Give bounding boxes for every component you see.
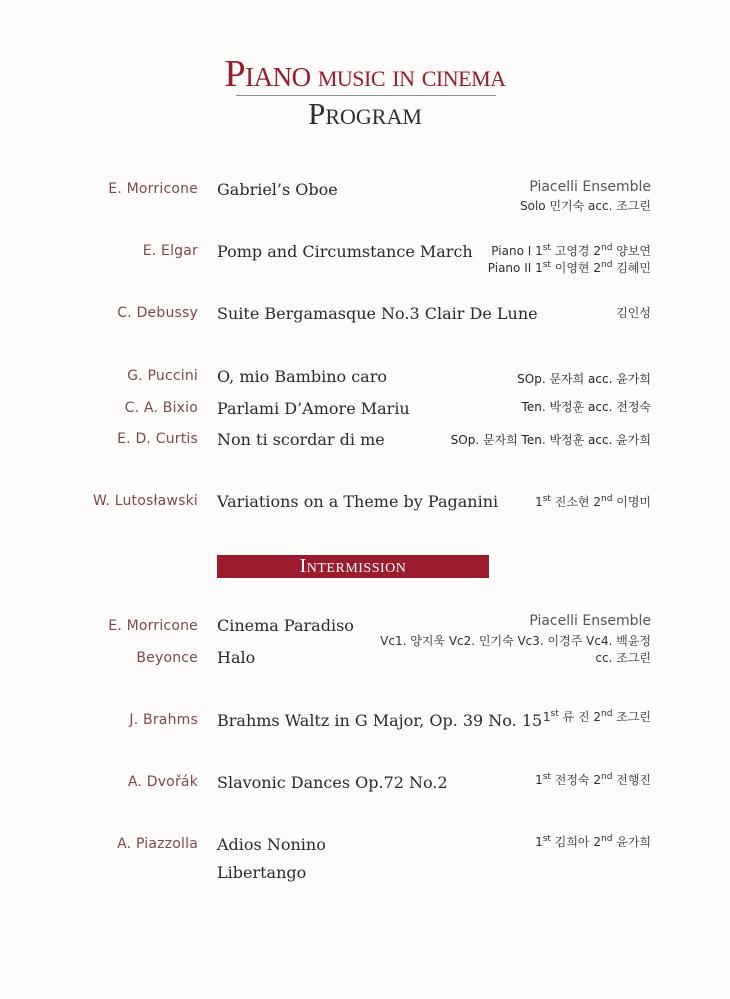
ordinal-suffix: st [542,243,551,253]
ordinal-suffix: nd [600,834,613,844]
performers [543,708,651,725]
performers [535,771,651,788]
performer-text: Piano I 1 [491,244,543,258]
piece-title: Pomp and Circumstance March [217,242,473,261]
composer-name: G. Puccini [127,368,198,384]
performer-text: 이영현 2 [550,261,601,275]
performer-text: 1 [535,495,543,509]
performers: Vc1. 양지욱 Vc2. 민기숙 Vc3. 이경주 Vc4. 백윤정 [380,634,651,648]
composer-name: Beyonce [136,650,198,666]
performers: Solo 민기숙 acc. 조그린 [520,199,651,213]
concert-title-word: Piano [224,53,311,95]
ordinal-suffix: nd [600,494,613,504]
performer-text: 이명미 [612,495,651,509]
performers: cc. 조그린 [595,651,651,665]
piece-title: Variations on a Theme by Paganini [217,492,499,511]
composer-name: E. D. Curtis [117,431,198,447]
performers [535,833,651,850]
ensemble-name: Piacelli Ensemble [529,179,651,195]
ordinal-suffix: st [542,494,551,504]
performers: SOp. 문자희 Ten. 박정훈 acc. 윤가희 [450,433,651,447]
piece-title: Brahms Waltz in G Major, Op. 39 No. 15 [217,711,543,730]
piece-title-second: Libertango [217,863,307,882]
performer-text: 류 진 2 [558,710,601,724]
composer-name: J. Brahms [129,712,198,728]
piece-title: Suite Bergamasque No.3 Clair De Lune [217,304,538,323]
program-subtitle: Program [308,96,422,131]
concert-title-rest: music in cinema [310,58,506,93]
ordinal-suffix: nd [600,260,613,270]
composer-name: A. Piazzolla [117,836,198,852]
performer-text: Piano II 1 [487,261,543,275]
performer-text: 양보연 [612,244,651,258]
piece-title: Adios Nonino [217,835,326,854]
ordinal-suffix: nd [600,772,613,782]
piece-title: Parlami D’Amore Mariu [217,399,410,418]
composer-name: C. A. Bixio [124,400,198,416]
performer-text: 조그린 [612,710,651,724]
piece-title: Slavonic Dances Op.72 No.2 [217,773,448,792]
performers: 김인성 [616,306,651,320]
piece-title: Cinema Paradiso [217,616,354,635]
performers-piano-1 [491,242,651,259]
ordinal-suffix: nd [600,243,613,253]
composer-name: E. Elgar [142,243,198,259]
intermission-banner [217,555,489,578]
composer-name: E. Morricone [108,618,198,634]
performer-text: 김혜민 [612,261,651,275]
piece-title: Halo [217,648,256,667]
piece-title: Gabriel’s Oboe [217,180,338,199]
intermission-label: Intermission [299,555,407,577]
ordinal-suffix: st [542,834,551,844]
performer-text: 진소현 2 [550,495,601,509]
composer-name: C. Debussy [117,305,198,321]
composer-name: E. Morricone [108,181,198,197]
performer-text: 1 [535,773,543,787]
performers: SOp. 문자희 acc. 윤가희 [517,372,651,386]
performer-text: 고영경 2 [550,244,601,258]
composer-name: A. Dvořák [127,774,198,790]
piece-title: O, mio Bambino caro [217,367,387,386]
ordinal-suffix: st [550,709,559,719]
performers-piano-2 [488,259,651,276]
performer-text: 윤가희 [612,835,651,849]
piece-title: Non ti scordar di me [217,430,385,449]
ensemble-name: Piacelli Ensemble [529,613,651,629]
performer-text: 전행진 [612,773,651,787]
ordinal-suffix: st [542,260,551,270]
performers [535,493,651,510]
performer-text: 김희아 2 [550,835,601,849]
performers: Ten. 박정훈 acc. 전정숙 [521,400,651,414]
ordinal-suffix: st [542,772,551,782]
ordinal-suffix: nd [600,709,613,719]
concert-title [0,52,730,96]
performer-text: 전정숙 2 [550,773,601,787]
composer-name: W. Lutosławski [92,493,198,509]
performer-text: 1 [542,710,551,724]
performer-text: 1 [535,835,543,849]
